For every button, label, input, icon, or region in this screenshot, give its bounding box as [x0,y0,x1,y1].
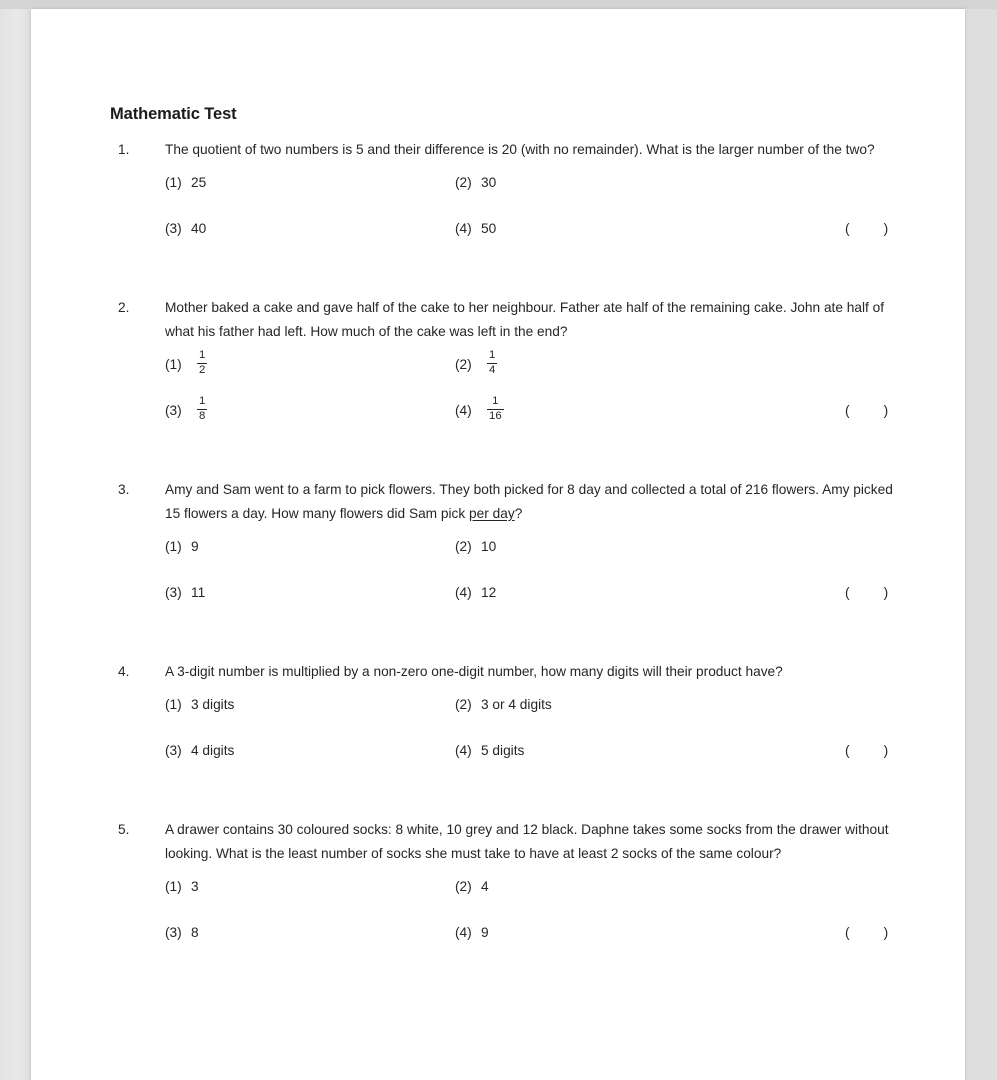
option-marker: (1) [165,697,182,713]
option-row [165,693,965,739]
fraction-numerator: 1 [492,395,499,408]
question-number: 3. [118,482,130,498]
option-marker: (3) [165,403,182,419]
question-text-tail: ? [514,505,523,521]
question-text: Mother baked a cake and gave half of the cake to her neighbour. Father ate half of the remaining cake. John ate half of what his father had left. How much of the cake was left in the end? [165,300,885,339]
question-number: 4. [118,664,130,680]
option-choice-4[interactable] [455,217,496,240]
fraction-one-eighth [197,396,207,423]
question-item [31,478,965,627]
question-header [31,478,965,525]
option-choice-2[interactable] [455,171,496,194]
option-choice-1[interactable] [165,875,199,898]
option-value: 30 [481,175,497,191]
question-header [31,660,965,683]
answer-bracket-open: ( [845,743,850,759]
fraction-denominator: 4 [489,364,496,377]
question-text: A 3-digit number is multiplied by a non-zero one-digit number, how many digits will their product have? [165,664,783,680]
option-marker: (4) [455,743,472,759]
option-row [165,535,965,581]
question-header [31,138,965,161]
option-group [31,171,965,263]
option-choice-2[interactable] [455,535,496,558]
option-row [165,217,965,263]
fraction-denominator: 2 [199,364,206,377]
option-marker: (4) [455,925,472,941]
option-group [31,349,965,445]
option-choice-1[interactable] [165,349,207,380]
option-marker: (1) [165,175,182,191]
question-text-underlined: per day [469,505,515,521]
option-marker: (1) [165,879,182,895]
option-row [165,581,965,627]
document-page [31,9,965,1080]
question-item [31,660,965,785]
option-choice-3[interactable] [165,395,207,426]
option-marker: (3) [165,585,182,601]
answer-bracket-open: ( [845,221,850,237]
option-group [31,875,965,967]
question-spacer [31,785,965,818]
option-marker: (2) [455,697,472,713]
option-choice-2[interactable] [455,349,497,380]
option-value: 12 [481,585,497,601]
option-marker: (3) [165,925,182,941]
option-choice-4[interactable] [455,921,489,944]
fraction-numerator: 1 [199,349,206,362]
option-marker: (4) [455,585,472,601]
answer-bracket-close: ) [883,221,889,237]
answer-bracket[interactable] [845,739,888,762]
answer-bracket[interactable] [845,921,888,944]
question-item [31,138,965,263]
option-group [31,535,965,627]
answer-bracket[interactable] [845,217,888,240]
question-header [31,296,965,343]
option-choice-4[interactable] [455,739,524,762]
option-marker: (3) [165,221,182,237]
document-body [31,9,965,967]
option-choice-1[interactable] [165,171,206,194]
option-group [31,693,965,785]
fraction-one-half [197,350,207,377]
option-marker: (3) [165,743,182,759]
option-marker: (2) [455,879,472,895]
question-header [31,818,965,865]
option-choice-3[interactable] [165,739,234,762]
fraction-denominator: 16 [489,410,502,423]
fraction-one-sixteenth [487,396,504,423]
option-value: 10 [481,539,497,555]
option-marker: (1) [165,357,182,373]
question-text: The quotient of two numbers is 5 and their difference is 20 (with no remainder). What is the larger number of the two? [165,142,875,157]
question-spacer [31,627,965,660]
option-row [165,921,965,967]
option-marker: (1) [165,539,182,555]
option-marker: (4) [455,403,472,419]
question-item [31,296,965,445]
question-number: 5. [118,822,130,838]
option-value: 9 [481,925,489,941]
page-title: Mathematic Test [110,105,237,123]
answer-bracket-close: ) [883,585,889,601]
option-row [165,395,965,445]
option-choice-1[interactable] [165,693,234,716]
answer-bracket-close: ) [883,403,889,419]
option-row [165,171,965,217]
option-value: 40 [191,221,207,237]
fraction-numerator: 1 [199,395,206,408]
question-text-plain: Amy and Sam went to a farm to pick flowers. They both picked for 8 day and collected a total of 216 flowers. Amy picked 15 flowers a day. How many flowers did Sam pick [165,482,893,521]
option-value: 5 digits [481,743,525,759]
option-choice-3[interactable] [165,921,199,944]
option-value: 3 [191,879,199,895]
answer-bracket-close: ) [883,743,889,759]
answer-bracket[interactable] [845,399,888,422]
option-value: 25 [191,175,207,191]
option-value: 11 [191,585,206,601]
option-choice-2[interactable] [455,693,552,716]
option-row [165,875,965,921]
option-value: 3 or 4 digits [481,697,552,713]
option-value: 3 digits [191,697,235,713]
answer-bracket[interactable] [845,581,888,604]
option-marker: (4) [455,221,472,237]
option-choice-1[interactable] [165,535,199,558]
answer-bracket-open: ( [845,403,850,419]
question-number: 2. [118,300,130,316]
fraction-one-quarter [487,350,497,377]
question-spacer [31,445,965,478]
question-item [31,818,965,967]
option-value: 4 [481,879,489,895]
fraction-numerator: 1 [489,349,496,362]
option-value: 4 digits [191,743,235,759]
fraction-denominator: 8 [199,410,206,423]
option-choice-4[interactable] [455,581,496,604]
answer-bracket-open: ( [845,925,850,941]
question-spacer [31,263,965,296]
option-value: 8 [191,925,199,941]
option-marker: (2) [455,357,472,373]
question-text [165,482,893,520]
option-row [165,739,965,785]
answer-bracket-close: ) [883,925,889,941]
option-choice-2[interactable] [455,875,489,898]
question-text: A drawer contains 30 coloured socks: 8 white, 10 grey and 12 black. Daphne takes some socks from the drawer without looking. What is the least number of socks she must take to have at least 2 socks of the same colour? [165,822,889,861]
question-number: 1. [118,142,130,157]
option-value: 9 [191,539,199,555]
option-value: 50 [481,221,497,237]
option-choice-3[interactable] [165,217,206,240]
answer-bracket-open: ( [845,585,850,601]
option-row [165,349,965,399]
option-choice-4[interactable] [455,395,504,426]
option-choice-3[interactable] [165,581,205,604]
option-marker: (2) [455,539,472,555]
option-marker: (2) [455,175,472,191]
